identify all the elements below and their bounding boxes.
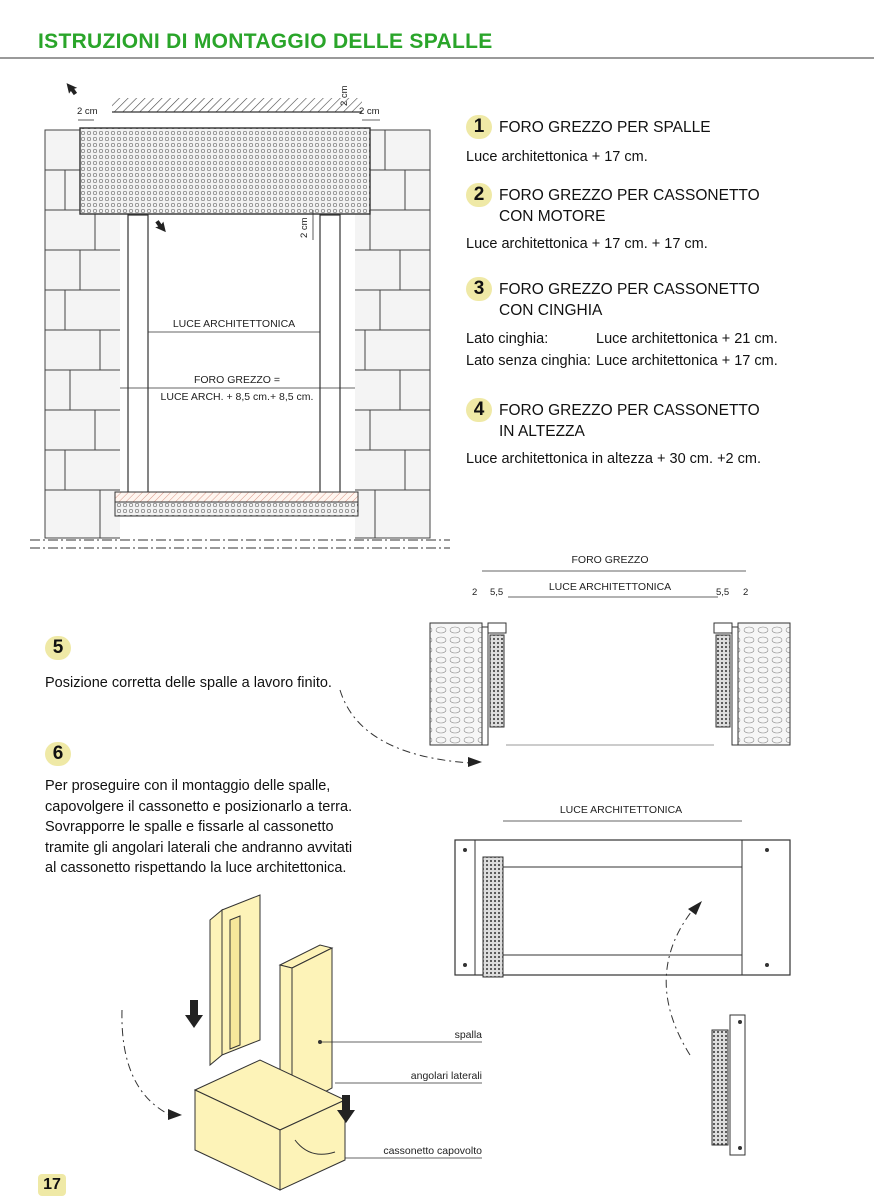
step-4-text: Luce architettonica in altezza + 30 cm. +2 cm. [466,451,761,467]
page-number: 17 [38,1174,66,1196]
dim-2cm-top: 2 cm [339,85,350,106]
step-1-text: Luce architettonica + 17 cm. [466,149,648,165]
curved-arrow-6 [650,895,720,1065]
step-3-row-value: Luce architettonica + 21 cm. [596,331,778,347]
step-3-row-label: Lato senza cinghia: [466,353,591,369]
roller-box [80,128,370,214]
right-shoulder-section [732,627,738,745]
step-badge-4: 4 [466,398,492,422]
arrow-icon [63,80,79,97]
step-badge-6: 6 [45,742,71,766]
curved-arrow-5 [330,685,500,775]
step-3-heading: FORO GREZZO PER CASSONETTO CON CINGHIA [499,281,760,319]
left-shoulder [128,215,148,495]
step-6-line: tramite gli angolari laterali che andranno avvitati [45,839,353,856]
step-2-heading: FORO GREZZO PER CASSONETTO CON MOTORE [499,187,760,225]
label-spalla: spalla [454,1029,482,1041]
window-sill [115,492,358,502]
dim-55-right: 5,5 [716,587,730,598]
label-angolari: angolari laterali [410,1070,482,1082]
arrow-icon [468,757,482,767]
dim-2cm-right: 2 cm [359,106,380,117]
dim-luce-label: LUCE ARCHITETTONICA [559,804,683,816]
dim-foro-label-1: FORO GREZZO = [193,374,281,386]
step-badge-2: 2 [466,183,492,207]
step-1-heading: FORO GREZZO PER SPALLE [499,119,711,136]
step-4-heading: FORO GREZZO PER CASSONETTO IN ALTEZZA [499,402,760,440]
box-top-view-drawing [445,795,800,995]
arrow-icon [168,1109,182,1120]
step-3-row-value: Luce architettonica + 17 cm. [596,353,778,369]
step-6-line: al cassonetto rispettando la luce architettonica. [45,860,347,877]
dim-luce-label: LUCE ARCHITETTONICA [548,581,672,593]
dim-2cm-inner: 2 cm [299,217,310,238]
right-wall-block [738,623,790,745]
dim-55-left: 5,5 [490,587,504,598]
right-shoulder [320,215,340,495]
dim-luce-label: LUCE ARCHITETTONICA [172,318,296,330]
step-badge-1: 1 [466,115,492,139]
dim-2-left: 2 [472,587,478,598]
page-title: ISTRUZIONI DI MONTAGGIO DELLE SPALLE [38,30,493,53]
dim-2-right: 2 [743,587,749,598]
step-2-text: Luce architettonica + 17 cm. + 17 cm. [466,236,708,252]
front-elevation-drawing [20,70,465,560]
dim-foro-label-2: LUCE ARCH. + 8,5 cm.+ 8,5 cm. [160,391,314,403]
left-shoulder-iso [210,895,260,1065]
title-divider [0,57,874,59]
step-5-text: Posizione corretta delle spalle a lavoro finito. [45,675,332,691]
step-6-line: Per proseguire con il montaggio delle spalle, [45,778,331,794]
step-badge-3: 3 [466,277,492,301]
dim-2cm-left: 2 cm [77,106,98,117]
step-badge-5: 5 [45,636,71,660]
isometric-assembly-drawing [110,890,490,1195]
label-cassonetto: cassonetto capovolto [383,1145,482,1157]
step-6-text [45,776,375,879]
step-3-row-label: Lato cinghia: [466,331,549,347]
step-6-line: Sovrapporre le spalle e fissarle al cassonetto [45,819,334,836]
ceiling-hatch [112,98,362,112]
arrow-icon [688,901,702,915]
dim-foro-label: FORO GREZZO [571,554,649,566]
step-6-line: capovolgere il cassonetto e posizionarlo a terra. [45,798,353,815]
arrow-icon [185,1000,203,1028]
